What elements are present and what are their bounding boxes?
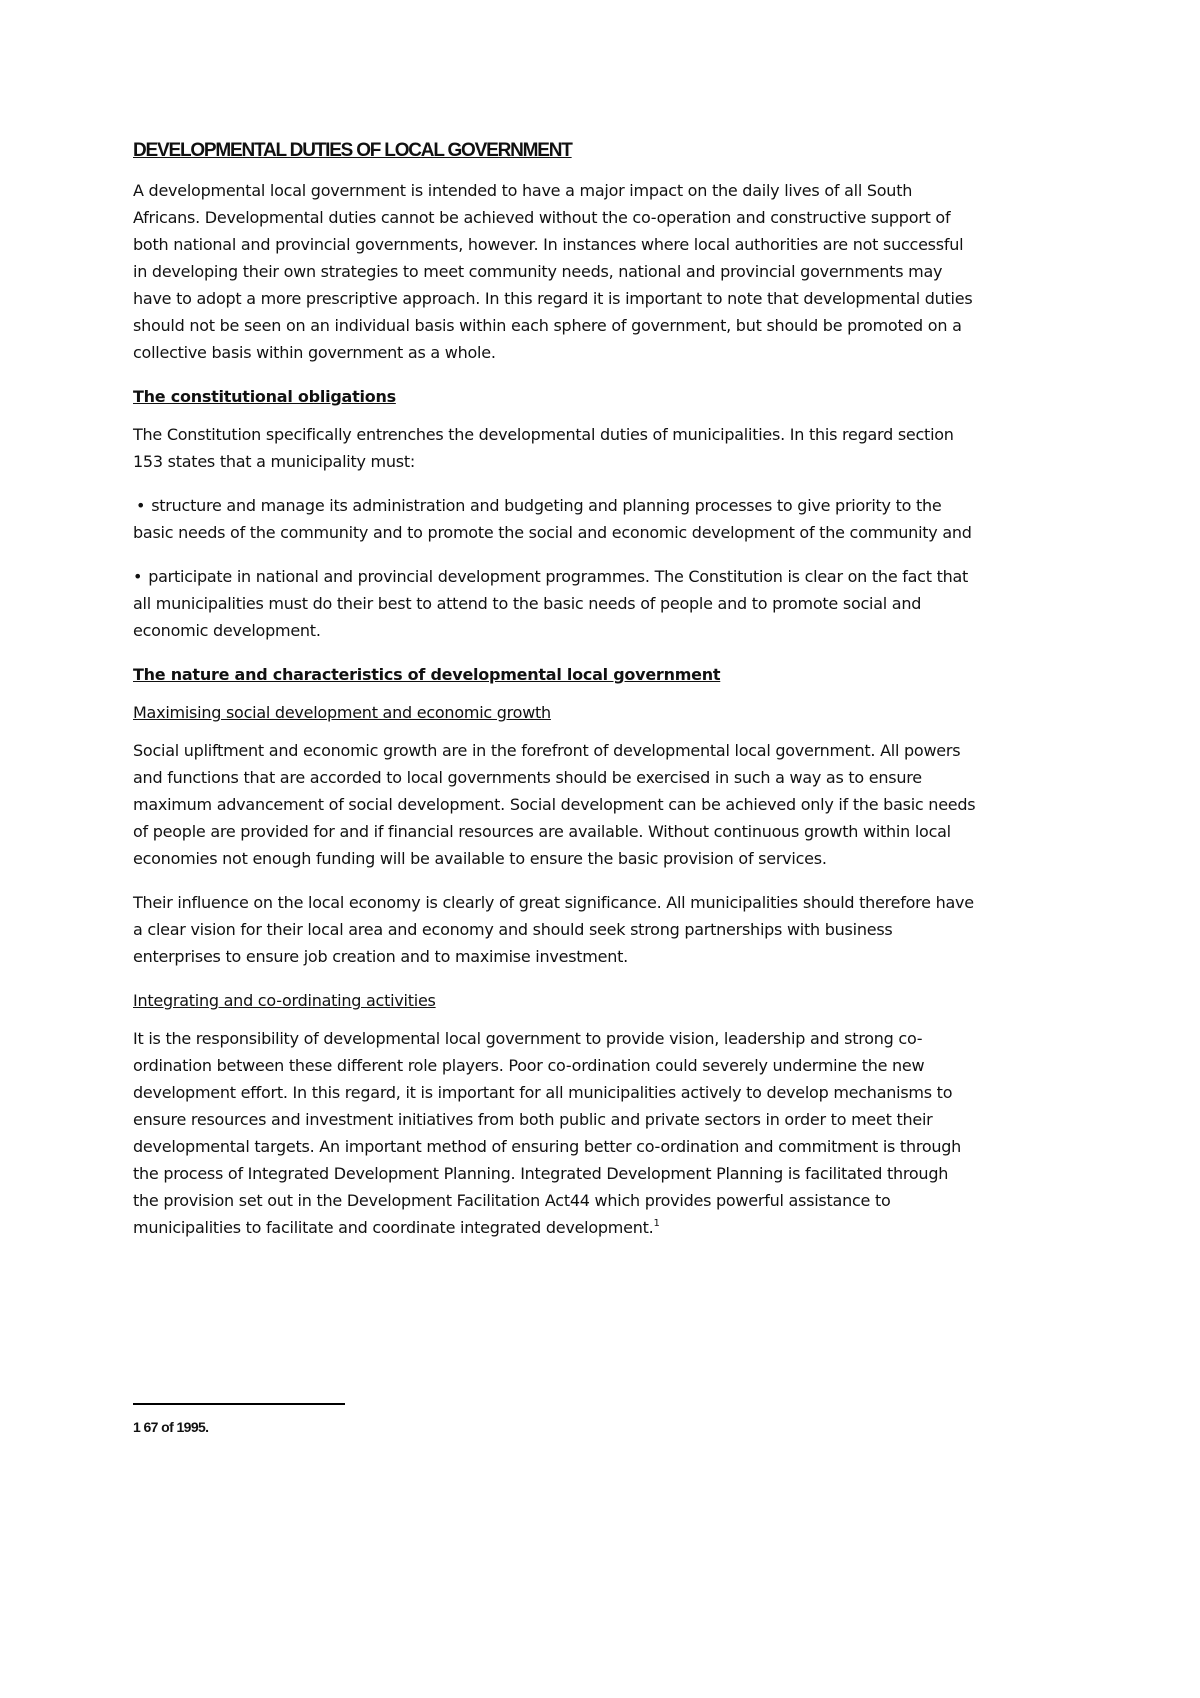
local-economy-paragraph: Their influence on the local economy is clearly of great significance. All municipalities should therefore have a clear vision for their local area and economy and should seek strong partnerships with business enterprises to ensure job creation and to maximise investment. xyxy=(133,893,974,966)
bullet-icon: • xyxy=(133,567,143,586)
coordination-paragraph xyxy=(133,1025,978,1241)
coordination-text: It is the responsibility of developmental local government to provide vision, leadership and strong co-ordination between these different role players. Poor co-ordination could severely undermine the new development effort. In this regard, it is important for all municipalities actively to develop mechanisms to ensure resources and investment initiatives from both public and private sectors in order to meet their developmental targets. An important method of ensuring better co-ordination and commitment is through the process of Integrated Development Planning. Integrated Development Planning is facilitated through the provision set out in the Development Facilitation Act44 which provides powerful assistance to municipalities to facilitate and coordinate integrated development. xyxy=(133,1029,962,1237)
section-heading-constitutional-obligations: The constitutional obligations xyxy=(133,387,396,406)
footnote-text: 1 67 of 1995. xyxy=(133,1419,209,1435)
subheading-maximising-development: Maximising social development and economic growth xyxy=(133,703,551,722)
constitution-paragraph: The Constitution specifically entrenches the developmental duties of municipalities. In this regard section 153 states that a municipality must: xyxy=(133,425,954,471)
bullet-text: participate in national and provincial development programmes. The Constitution is clear on the fact that all municipalities must do their best to attend to the basic needs of people and to promote social and economic development. xyxy=(133,567,969,640)
section-heading-nature-characteristics: The nature and characteristics of developmental local government xyxy=(133,665,721,684)
document-body xyxy=(133,138,978,1258)
footnote-separator xyxy=(133,1403,345,1405)
bullet-text: structure and manage its administration and budgeting and planning processes to give priority to the basic needs of the community and to promote the social and economic development of the community and xyxy=(133,496,972,542)
bullet-icon: • xyxy=(136,496,146,515)
footnote-reference[interactable]: 1 xyxy=(653,1218,660,1229)
bullet-item xyxy=(133,563,978,644)
intro-paragraph: A developmental local government is intended to have a major impact on the daily lives of all South Africans. Developmental duties cannot be achieved without the co-operation and constructive support of both national and provincial governments, however. In instances where local authorities are not successful in developing their own strategies to meet community needs, national and provincial governments may have to adopt a more prescriptive approach. In this regard it is important to note that developmental duties should not be seen on an individual basis within each sphere of government, but should be promoted on a collective basis within government as a whole. xyxy=(133,181,973,362)
subheading-integrating-coordinating: Integrating and co-ordinating activities xyxy=(133,991,436,1010)
bullet-item xyxy=(133,492,978,546)
social-upliftment-paragraph: Social upliftment and economic growth are in the forefront of developmental local government. All powers and functions that are accorded to local governments should be exercised in such a way as to ensure maximum advancement of social development. Social development can be achieved only if the basic needs of people are provided for and if financial resources are available. Without continuous growth within local economies not enough funding will be available to ensure the basic provision of services. xyxy=(133,741,976,868)
document-title: DEVELOPMENTAL DUTIES OF LOCAL GOVERNMENT xyxy=(133,140,572,161)
